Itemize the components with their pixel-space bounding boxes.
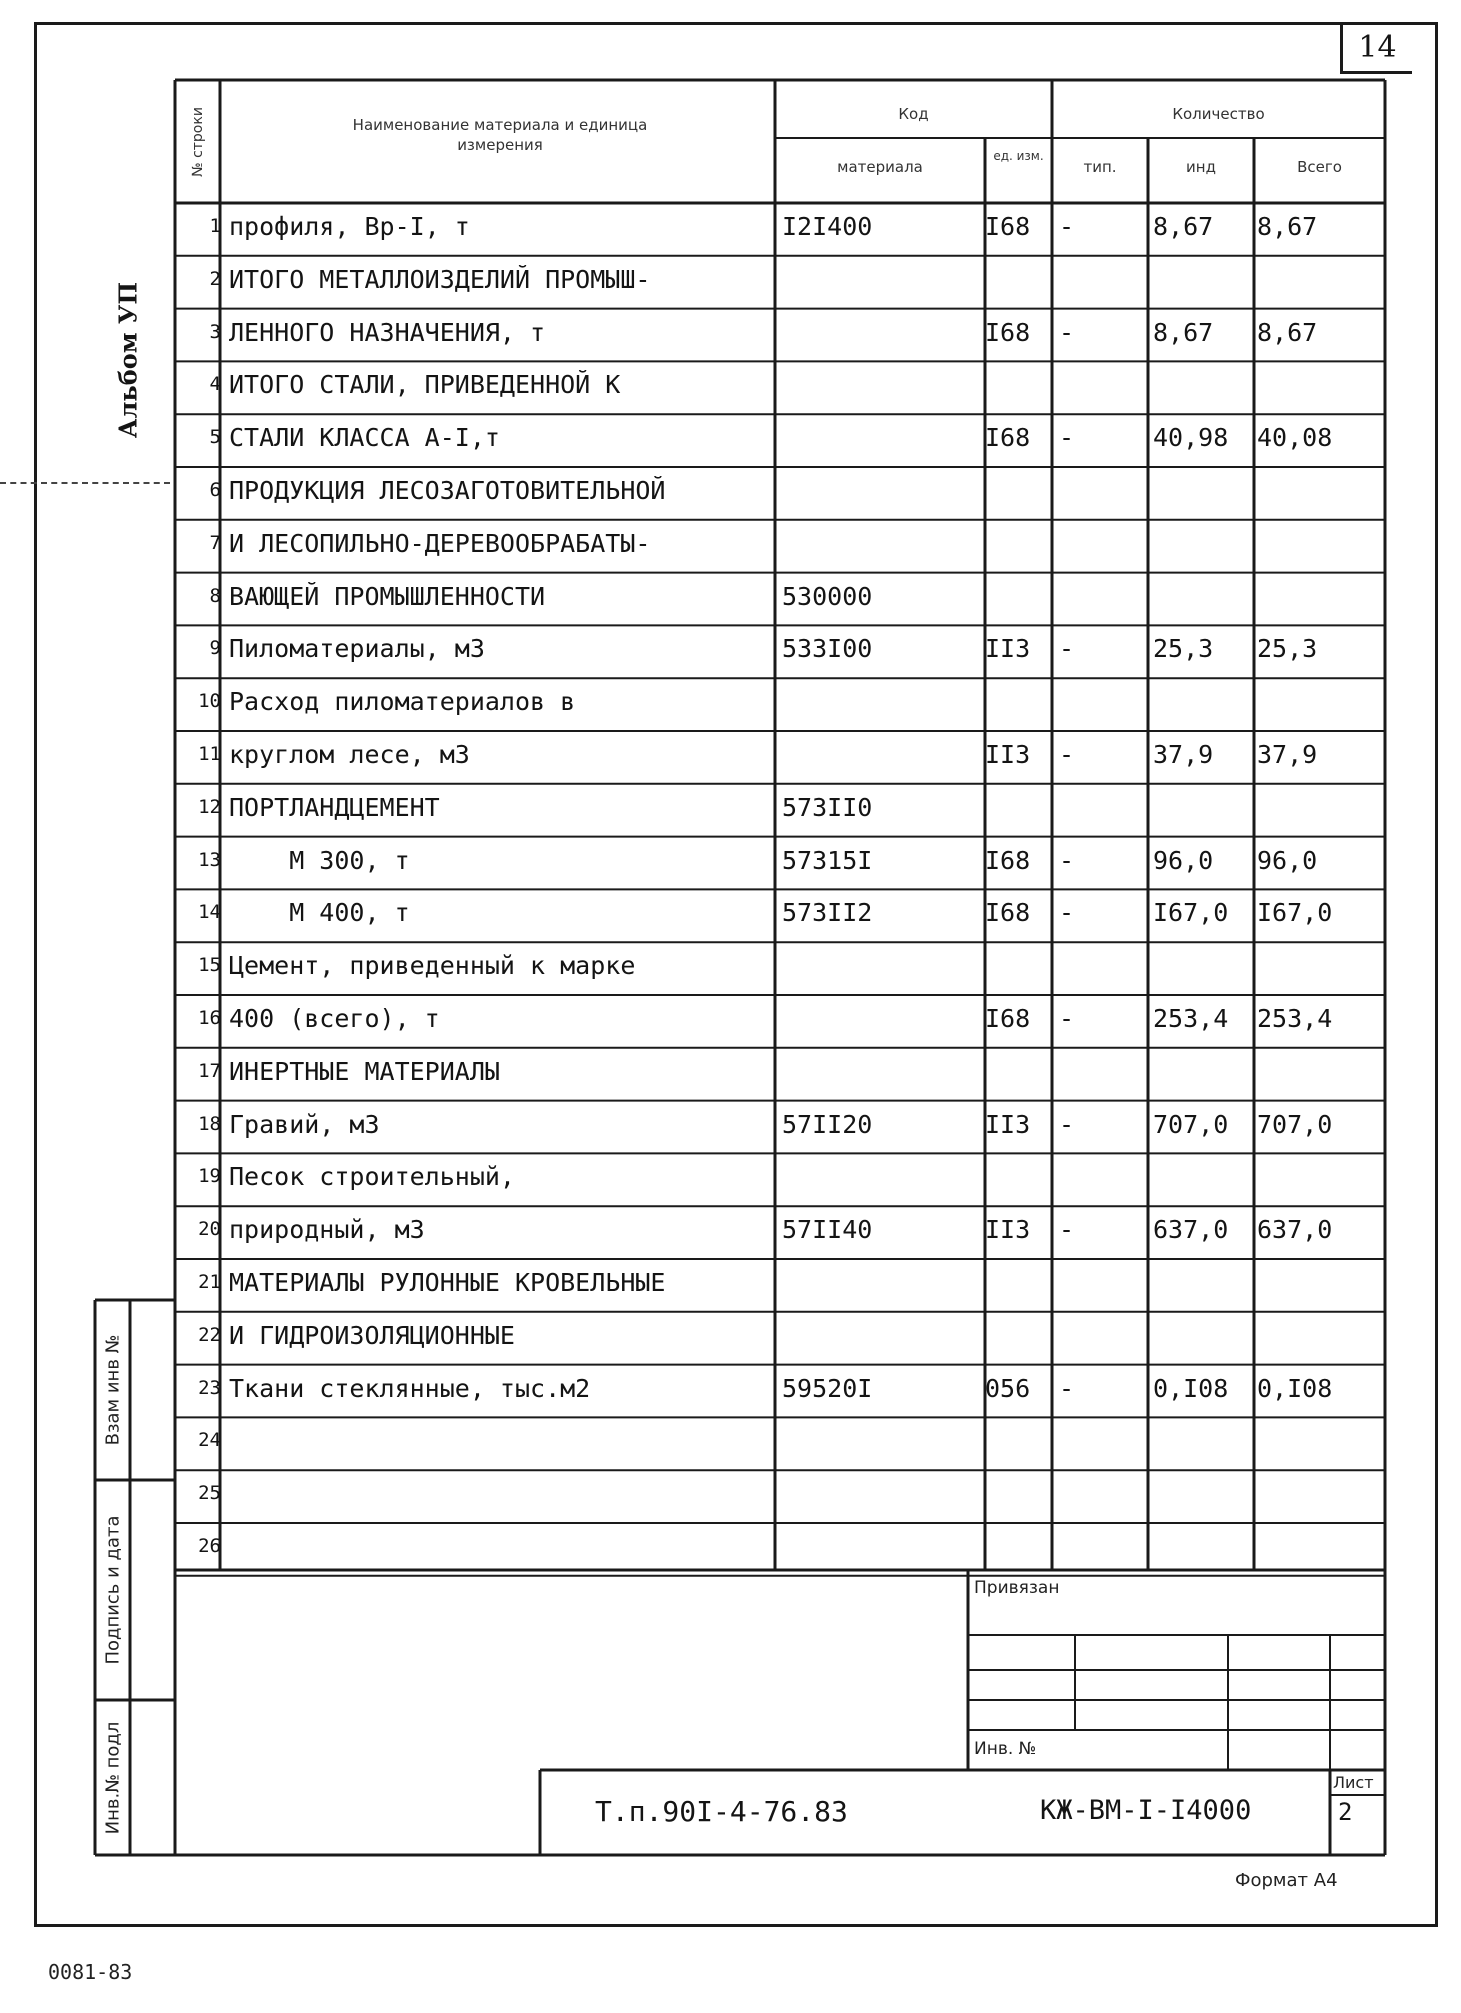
side-vzam: Взам инв № [102, 1334, 123, 1446]
qty-typ: - [1059, 898, 1075, 928]
row-number: 12 [198, 795, 221, 818]
material-code: I2I400 [782, 212, 873, 241]
table-row [175, 731, 1385, 783]
material-code: 573II0 [782, 792, 873, 822]
row-number: 25 [198, 1482, 221, 1505]
material-name: ИТОГО МЕТАЛЛОИЗДЕЛИЙ ПРОМЫШ- [229, 264, 651, 294]
material-name: И ГИДРОИЗОЛЯЦИОННЫЕ [229, 1320, 515, 1350]
row-number: 20 [198, 1218, 221, 1241]
header-material: материала [837, 158, 923, 176]
row-number: 4 [209, 373, 221, 396]
table-row [175, 678, 1385, 730]
row-number: 18 [198, 1112, 221, 1135]
row-number: 6 [209, 479, 221, 501]
material-name: М 300, т [229, 845, 410, 875]
table-row [175, 1523, 1385, 1575]
table-row [175, 889, 1385, 941]
unit-code: 056 [985, 1373, 1031, 1403]
stamp-project: Т.п.90I-4-76.83 [595, 1795, 848, 1828]
material-name: Расход пиломатериалов в [229, 687, 576, 717]
material-name: круглом лесе, м3 [229, 740, 470, 769]
table-row [175, 414, 1385, 466]
table-row [175, 309, 1385, 361]
qty-typ: - [1059, 317, 1075, 347]
material-name: СТАЛИ КЛАССА А-I,т [229, 423, 500, 453]
row-number: 7 [209, 531, 221, 554]
row-number: 15 [198, 954, 221, 977]
table-row [175, 1259, 1385, 1311]
material-code: 530000 [782, 581, 873, 611]
table-row [175, 1365, 1385, 1417]
qty-typ: - [1059, 212, 1075, 241]
header-total: Всего [1297, 158, 1342, 176]
table-row [175, 467, 1385, 519]
material-name: природный, м3 [229, 1215, 425, 1245]
side-podpis: Подпись и дата [102, 1515, 123, 1665]
table-row [175, 625, 1385, 677]
qty-ind: 253,4 [1153, 1004, 1229, 1033]
unit-code: I68 [985, 317, 1031, 347]
table-row [175, 1417, 1385, 1469]
stamp-privyazan: Привязан [974, 1578, 1060, 1598]
unit-code: I68 [985, 423, 1031, 453]
qty-ind: 25,3 [1153, 634, 1214, 664]
table-row [175, 573, 1385, 625]
qty-total: 8,67 [1257, 212, 1318, 241]
stamp-inv-no: Инв. № [974, 1739, 1037, 1759]
material-name: 400 (всего), т [229, 1004, 440, 1033]
header-quantity: Количество [1172, 105, 1265, 123]
table-row [175, 784, 1385, 836]
row-number: 23 [198, 1376, 221, 1399]
qty-total: 253,4 [1257, 1004, 1333, 1033]
material-code: 533I00 [782, 634, 873, 664]
qty-total: 8,67 [1257, 317, 1318, 347]
row-number: 16 [198, 1007, 221, 1029]
material-code: 573II2 [782, 898, 873, 928]
material-name: Пиломатериалы, м3 [229, 634, 485, 664]
row-number: 17 [198, 1059, 221, 1082]
material-code: 57315I [782, 845, 873, 875]
row-number: 14 [198, 901, 221, 924]
row-number: 10 [198, 690, 221, 713]
table-row [175, 203, 1385, 255]
table-row [175, 1206, 1385, 1258]
table-row [175, 1101, 1385, 1153]
archive-number: 0081-83 [48, 1960, 133, 1984]
side-inv-podl: Инв.№ подл [102, 1721, 123, 1834]
qty-ind: 707,0 [1153, 1109, 1229, 1139]
stamp-list-no: 2 [1338, 1798, 1353, 1826]
material-name: ВАЮЩЕЙ ПРОМЫШЛЕННОСТИ [229, 581, 546, 611]
row-number: 21 [198, 1271, 221, 1293]
stamp-list-label: Лист [1333, 1773, 1374, 1792]
qty-typ: - [1059, 1215, 1075, 1245]
qty-ind: 0,I08 [1153, 1373, 1229, 1403]
qty-total: 96,0 [1257, 845, 1318, 875]
row-number: 22 [198, 1323, 221, 1346]
qty-total: 25,3 [1257, 634, 1318, 664]
row-number: 24 [198, 1429, 221, 1452]
table-row [175, 1312, 1385, 1364]
row-number: 9 [209, 637, 221, 660]
qty-ind: 40,98 [1153, 423, 1229, 453]
qty-ind: 96,0 [1153, 845, 1214, 875]
row-number: 26 [198, 1535, 221, 1557]
material-name: М 400, т [229, 898, 410, 928]
row-number: 2 [209, 267, 221, 290]
qty-total: 637,0 [1257, 1215, 1333, 1245]
sheet-number: 14 [1340, 24, 1412, 74]
qty-typ: - [1059, 423, 1075, 453]
qty-typ: - [1059, 845, 1075, 875]
qty-total: 37,9 [1257, 740, 1318, 769]
unit-code: II3 [985, 1215, 1031, 1245]
header-ind: инд [1186, 158, 1216, 176]
qty-ind: 8,67 [1153, 212, 1214, 241]
qty-ind: I67,0 [1153, 898, 1229, 928]
table-row [175, 1470, 1385, 1522]
material-code: 57II40 [782, 1215, 873, 1245]
material-code: 57II20 [782, 1109, 873, 1139]
qty-total: 40,08 [1257, 423, 1333, 453]
header-code: Код [898, 105, 929, 123]
table-row [175, 837, 1385, 889]
row-number: 5 [209, 426, 221, 449]
qty-typ: - [1059, 740, 1075, 769]
header-name: Наименование материала и единица измерения [352, 116, 648, 154]
unit-code: I68 [985, 898, 1031, 928]
qty-ind: 37,9 [1153, 740, 1214, 769]
row-number: 11 [198, 743, 221, 765]
material-name: Ткани стеклянные, тыс.м2 [229, 1373, 591, 1403]
qty-typ: - [1059, 1109, 1075, 1139]
material-name: ЛЕННОГО НАЗНАЧЕНИЯ, т [229, 317, 546, 347]
material-name: Песок строительный, [229, 1162, 515, 1192]
album-text: Альбом УП [113, 281, 143, 439]
table-row [175, 256, 1385, 308]
material-name: ИНЕРТНЫЕ МАТЕРИАЛЫ [229, 1056, 500, 1086]
qty-typ: - [1059, 1004, 1075, 1033]
header-row-no: № строки [189, 106, 206, 177]
qty-total: 0,I08 [1257, 1373, 1333, 1403]
table-row [175, 942, 1385, 994]
row-number: 1 [209, 215, 221, 237]
material-name: Цемент, приведенный к марке [229, 951, 636, 981]
material-name: И ЛЕСОПИЛЬНО-ДЕРЕВООБРАБАТЫ- [229, 528, 651, 558]
unit-code: II3 [985, 1109, 1031, 1139]
qty-typ: - [1059, 634, 1075, 664]
qty-typ: - [1059, 1373, 1075, 1403]
qty-ind: 8,67 [1153, 317, 1214, 347]
material-name: Гравий, м3 [229, 1109, 380, 1139]
material-name: МАТЕРИАЛЫ РУЛОННЫЕ КРОВЕЛЬНЫЕ [229, 1268, 666, 1297]
table-row [175, 1153, 1385, 1205]
material-name: ПРОДУКЦИЯ ЛЕСОЗАГОТОВИТЕЛЬНОЙ [229, 476, 666, 505]
unit-code: I68 [985, 845, 1031, 875]
row-number: 3 [209, 320, 221, 343]
material-code: 59520I [782, 1373, 873, 1403]
header-unit: ед. изм. [993, 149, 1044, 163]
unit-code: I68 [985, 212, 1031, 241]
header-typ: тип. [1083, 158, 1117, 176]
qty-total: I67,0 [1257, 898, 1333, 928]
stamp-code: КЖ-ВМ-I-I4000 [1040, 1795, 1252, 1826]
format-label: Формат А4 [1235, 1870, 1338, 1891]
row-number: 19 [198, 1165, 221, 1188]
table-row [175, 361, 1385, 413]
unit-code: II3 [985, 634, 1031, 664]
material-name: ПОРТЛАНДЦЕМЕНТ [229, 792, 440, 822]
unit-code: II3 [985, 740, 1031, 769]
table-row [175, 1048, 1385, 1100]
row-number: 13 [198, 848, 221, 871]
table-row [175, 995, 1385, 1047]
qty-total: 707,0 [1257, 1109, 1333, 1139]
material-name: ИТОГО СТАЛИ, ПРИВЕДЕННОЙ К [229, 370, 621, 400]
qty-ind: 637,0 [1153, 1215, 1229, 1245]
unit-code: I68 [985, 1004, 1031, 1033]
table-row [175, 520, 1385, 572]
material-name: профиля, Вр-I, т [229, 212, 470, 241]
row-number: 8 [209, 584, 221, 607]
